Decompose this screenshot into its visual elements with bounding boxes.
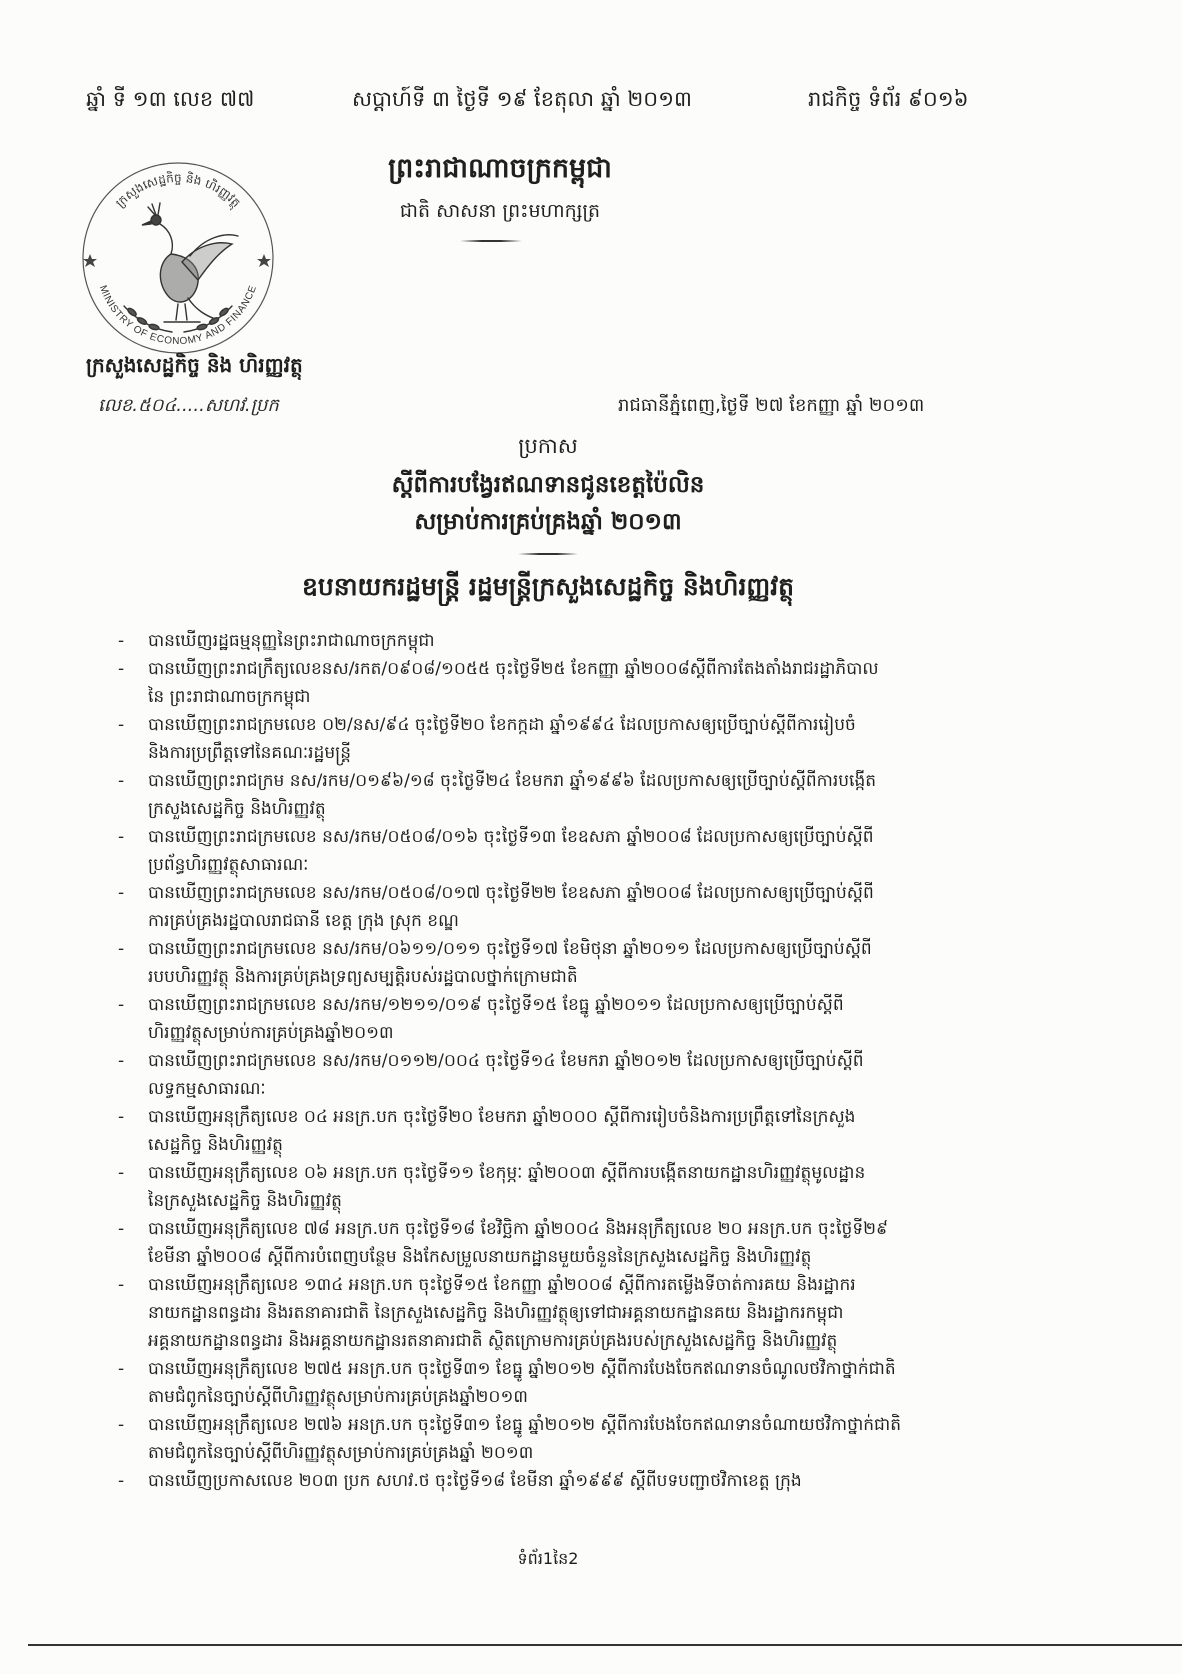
list-marker: - [118,1359,125,1379]
consideration-line: ក្រសួងសេដ្ឋកិច្ច និងហិរញ្ញវត្ថុ [148,799,326,819]
consideration-item [118,711,990,767]
consideration-item [118,935,990,991]
consideration-item [118,1215,990,1271]
place-and-date: រាជធានីភ្នំពេញ,ថ្ងៃទី ២៧ ខែកញ្ញា ឆ្នាំ ២០១៣ [618,395,925,416]
consideration-item [118,627,990,655]
consideration-line: ខែមីនា ឆ្នាំ២០០៨ ស្តីពីការបំពេញបន្ថែម និងកែសម្រួលនាយកដ្ឋានមួយចំនួននៃក្រសួងសេដ្ឋកិច្ច និងហិរញ្ញវត្ថុ [148,1247,812,1267]
ministry-seal [78,158,278,358]
consideration-line: បានឃើញអនុក្រឹត្យលេខ ០៦ អនក្រ.បក ចុះថ្ងៃទី១១ ខែកុម្ភៈ ឆ្នាំ២០០៣ ស្តីពីការបង្កើតនាយកដ្ឋានហិរញ្ញវត្ថុមូលដ្ឋាន [148,1163,866,1183]
consideration-line: បានឃើញអនុក្រឹត្យលេខ ០៤ អនក្រ.បក ចុះថ្ងៃទី២០ ខែមករា ឆ្នាំ២០០០ ស្តីពីការរៀបចំនិងការប្រព្រឹត្តទៅនៃក្រសួង [148,1107,856,1127]
list-marker: - [118,827,125,847]
consideration-line: អគ្គនាយកដ្ឋានពន្ធដារ និងអគ្គនាយកដ្ឋានរតនាគារជាតិ ស្ថិតក្រោមការគ្រប់គ្រងរបស់ក្រសួងសេដ្ឋកិច្ច និងហិរញ្ញវត្ថុ [148,1331,838,1351]
ornament-divider [460,240,522,242]
gazette-week-date: សប្តាហ៍ទី ៣ ថ្ងៃទី ១៩ ខែតុលា ឆ្នាំ ២០១៣ [352,87,692,111]
considerations-list [118,627,990,1495]
list-marker: - [118,1471,125,1491]
list-marker: - [118,1275,125,1295]
page-counter: ទំព័រ1នៃ2 [517,1549,579,1568]
seal-star-left-icon [83,254,97,267]
consideration-line: បានឃើញអនុក្រឹត្យលេខ ២៧៦ អនក្រ.បក ចុះថ្ងៃទី៣១ ខែធ្នូ ឆ្នាំ២០១២ ស្តីពីការបែងចែកឥណទានចំណាយថវិកាថ្នាក់ជាតិ [148,1415,902,1435]
consideration-line: តាមជំពូកនៃច្បាប់ស្តីពីហិរញ្ញវត្ថុសម្រាប់ការគ្រប់គ្រងឆ្នាំ ២០១៣ [148,1443,534,1463]
consideration-line: លទ្ធកម្មសាធារណៈ [148,1079,266,1099]
consideration-item [118,991,990,1047]
list-marker: - [118,771,125,791]
document-reference-number: លេខ.៥០៤.....សហវ.ប្រក [98,395,279,416]
consideration-item [118,823,990,879]
consideration-line: សេដ្ឋកិច្ច និងហិរញ្ញវត្ថុ [148,1135,283,1155]
consideration-line: ការគ្រប់គ្រងរដ្ឋបាលរាជធានី ខេត្ត ក្រុង ស្រុក ខណ្ឌ [148,911,459,931]
consideration-line: បានឃើញអនុក្រឹត្យលេខ ៧៨ អនក្រ.បក ចុះថ្ងៃទី១៨ ខែវិច្ឆិកា ឆ្នាំ២០០៤ និងអនុក្រឹត្យលេខ ២០ អនក្រ.បក ចុះថ្ងៃទី២៩ [148,1219,889,1239]
consideration-line: បានឃើញព្រះរាជក្រម នស/រកម/០១៩៦/១៨ ចុះថ្ងៃទី២៤ ខែមករា ឆ្នាំ១៩៩៦ ដែលប្រកាសឲ្យប្រើច្បាប់ស្តីពីការបង្កើត [148,771,877,791]
consideration-line: នៃ ព្រះរាជាណាចក្រកម្ពុជា [148,687,311,707]
ornament-divider [518,553,578,555]
seal-text-english: MINISTRY OF ECONOMY AND FINANCE [96,283,260,348]
consideration-line: តាមជំពូកនៃច្បាប់ស្តីពីហិរញ្ញវត្ថុសម្រាប់ការគ្រប់គ្រងឆ្នាំ២០១៣ [148,1387,528,1407]
seal-bird-emblem [124,203,238,332]
seal-text-khmer: ក្រសួងសេដ្ឋកិច្ច និង ហិរញ្ញវត្ថុ [112,170,244,211]
list-marker: - [118,883,125,903]
consideration-line: បានឃើញព្រះរាជក្រមលេខ នស/រកម/០៥០៨/០១៦ ចុះថ្ងៃទី១៣ ខែឧសភា ឆ្នាំ២០០៨ ដែលប្រកាសឲ្យប្រើច្បាប់ស្តីពី [148,827,874,847]
consideration-item [118,1159,990,1215]
consideration-line: របបហិរញ្ញវត្ថុ និងការគ្រប់គ្រងទ្រព្យសម្បត្តិរបស់រដ្ឋបាលថ្នាក់ក្រោមជាតិ [148,967,578,987]
document-type: ប្រកាស [518,434,578,458]
consideration-line: បានឃើញអនុក្រឹត្យលេខ ២៧៥ អនក្រ.បក ចុះថ្ងៃទី៣១ ខែធ្នូ ឆ្នាំ២០១២ ស្តីពីការបែងចែកឥណទានចំណូលថវិកាថ្នាក់ជាតិ [148,1359,896,1379]
list-marker: - [118,659,125,679]
consideration-item [118,655,990,711]
bottom-rule-divider [28,1644,1182,1646]
consideration-line: បានឃើញព្រះរាជក្រមលេខ នស/រកម/០៦១១/០១១ ចុះថ្ងៃទី១៧ ខែមិថុនា ឆ្នាំ២០១១ ដែលប្រកាសឲ្យប្រើច្បាប់ស្តីពី [148,939,872,959]
consideration-line: បានឃើញព្រះរាជក្រមលេខ នស/រកម/១២១១/០១៩ ចុះថ្ងៃទី១៥ ខែធ្នូ ឆ្នាំ២០១១ ដែលប្រកាសឲ្យប្រើច្បាប់ស្តីពី [148,995,844,1015]
list-marker: - [118,1219,125,1239]
consideration-item [118,1467,990,1495]
list-marker: - [118,939,125,959]
consideration-item [118,1355,990,1411]
consideration-line: បានឃើញអនុក្រឹត្យលេខ ១៣៤ អនក្រ.បក ចុះថ្ងៃទី១៥ ខែកញ្ញា ឆ្នាំ២០០៨ ស្តីពីការតម្លើងទីចាត់ការគយ និងរដ្ឋាករ [148,1275,856,1295]
gazette-issue-number: ឆ្នាំ ទី ១៣ លេខ ៧៧ [86,87,255,111]
document-subject-line-1: ស្តីពីការបង្វែរឥណទានជូនខេត្តប៉ៃលិន [391,472,705,498]
list-marker: - [118,715,125,735]
ministry-name: ក្រសួងសេដ្ឋកិច្ច និង ហិរញ្ញវត្ថុ [86,353,303,377]
list-marker: - [118,1051,125,1071]
consideration-item [118,767,990,823]
list-marker: - [118,995,125,1015]
consideration-line: នៃក្រសួងសេដ្ឋកិច្ច និងហិរញ្ញវត្ថុ [148,1191,342,1211]
consideration-line: បានឃើញប្រកាសលេខ ២០៣ ប្រក សហវ.ថ ចុះថ្ងៃទី១៨ ខែមីនា ឆ្នាំ១៩៩៩ ស្តីពីបទបញ្ជាថវិកាខេត្ត ក្រុង [148,1471,802,1491]
consideration-line: បានឃើញព្រះរាជក្រមលេខ ០២/នស/៩៤ ចុះថ្ងៃទី២០ ខែកក្កដា ឆ្នាំ១៩៩៤ ដែលប្រកាសឲ្យប្រើច្បាប់ស្តីពីការរៀបចំ [148,715,856,735]
consideration-line: បានឃើញព្រះរាជក្រឹត្យលេខនស/រកត/០៩០៨/១០៥៥ ចុះថ្ងៃទី២៥ ខែកញ្ញា ឆ្នាំ២០០៨ស្តីពីការតែងតាំងរាជរដ្ឋាភិបាល [148,659,879,679]
list-marker: - [118,1163,125,1183]
consideration-line: នាយកដ្ឋានពន្ធដារ និងរតនាគារជាតិ នៃក្រសួងសេដ្ឋកិច្ច និងហិរញ្ញវត្ថុឲ្យទៅជាអគ្គនាយកដ្ឋានគយ និងរដ្ឋាករកម្ពុជា [148,1303,844,1323]
consideration-line: បានឃើញព្រះរាជក្រមលេខ នស/រកម/០១១២/០០៤ ចុះថ្ងៃទី១៤ ខែមករា ឆ្នាំ២០១២ ដែលប្រកាសឲ្យប្រើច្បាប់ស្តីពី [148,1051,864,1071]
gazette-page-number: រាជកិច្ច ទំព័រ ៩០១៦ [808,87,969,111]
consideration-line: ហិរញ្ញវត្ថុសម្រាប់ការគ្រប់គ្រងឆ្នាំ២០១៣ [148,1023,394,1043]
kingdom-name: ព្រះរាជាណាចក្រកម្ពុជា [388,153,612,184]
consideration-item [118,1103,990,1159]
consideration-line: ប្រព័ន្ធហិរញ្ញវត្ថុសាធារណៈ [148,855,309,875]
kingdom-motto: ជាតិ សាសនា ព្រះមហាក្សត្រ [399,200,601,222]
document-subject-line-2: សម្រាប់ការគ្រប់គ្រងឆ្នាំ ២០១៣ [414,509,682,535]
consideration-line: បានឃើញរដ្ឋធម្មនុញ្ញនៃព្រះរាជាណាចក្រកម្ពុជា [148,631,435,651]
consideration-item [118,1047,990,1103]
consideration-item [118,1271,990,1355]
consideration-item [118,879,990,935]
list-marker: - [118,1415,125,1435]
issuing-authority: ឧបនាយករដ្ឋមន្ត្រី រដ្ឋមន្ត្រីក្រសួងសេដ្ឋកិច្ច និងហិរញ្ញវត្ថុ [301,572,795,601]
consideration-item [118,1411,990,1467]
consideration-line: បានឃើញព្រះរាជក្រមលេខ នស/រកម/០៥០៨/០១៧ ចុះថ្ងៃទី២២ ខែឧសភា ឆ្នាំ២០០៨ ដែលប្រកាសឲ្យប្រើច្បាប់ស្តីពី [148,883,874,903]
seal-star-right-icon [257,254,271,267]
list-marker: - [118,1107,125,1127]
consideration-line: និងការប្រព្រឹត្តទៅនៃគណៈរដ្ឋមន្ត្រី [148,743,351,763]
list-marker: - [118,631,125,651]
